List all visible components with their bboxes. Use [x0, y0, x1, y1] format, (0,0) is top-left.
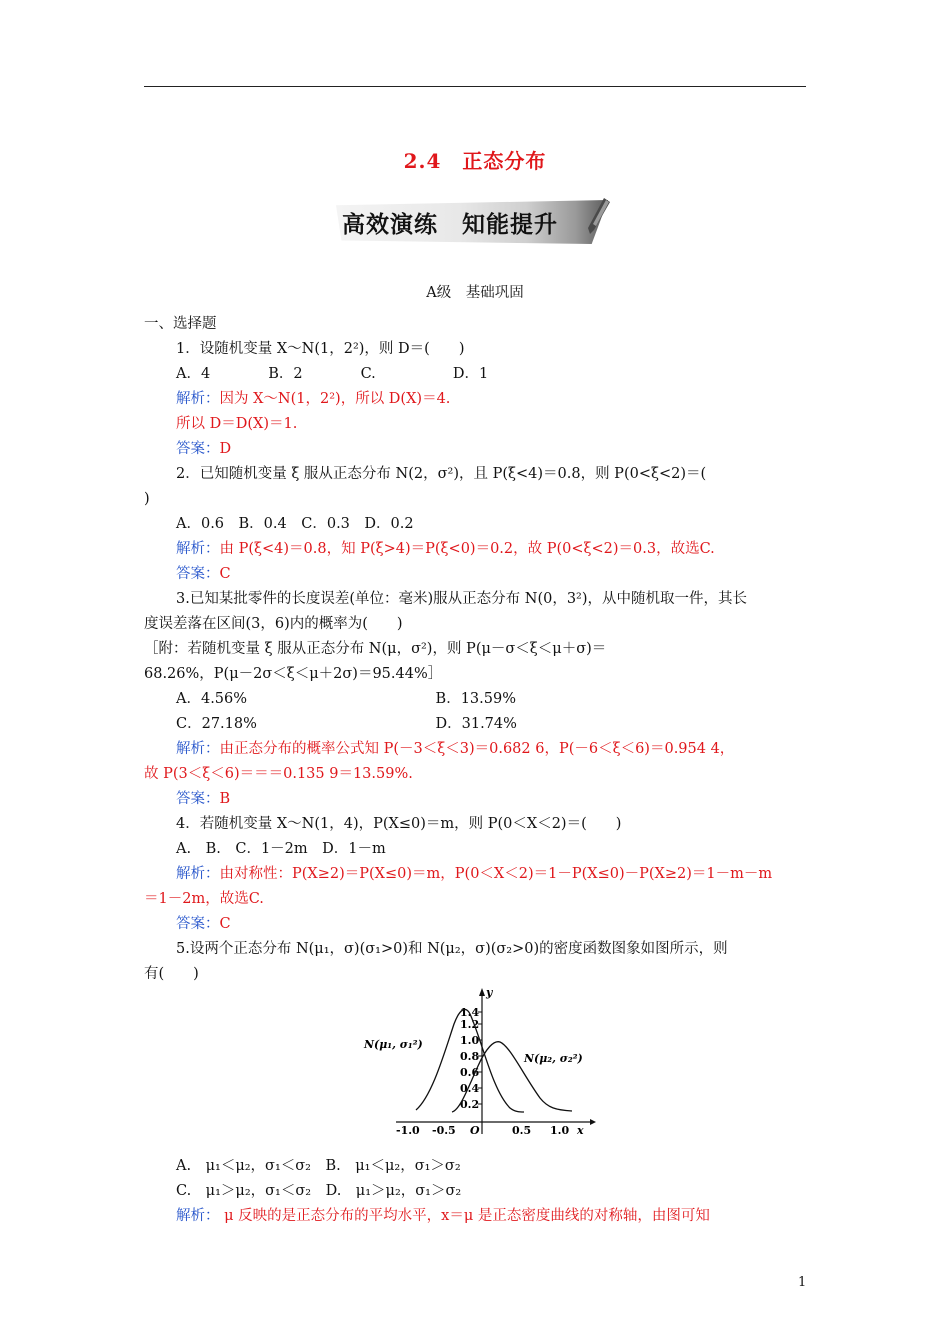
answer-text: B [219, 791, 231, 807]
y-axis-label: y [486, 986, 493, 999]
y-tick-label: 0.6 [460, 1066, 480, 1079]
text-line: A．4 B．2 C. D．1 [176, 366, 489, 382]
analysis-text: 由对称性：P(X≥2)＝P(X≤0)＝m，P(0＜X＜2)＝1－P(X≤0)－P(X≥2)＝1－m－m [219, 866, 773, 882]
y-tick-label: 1.4 [460, 1006, 480, 1019]
y-tick-label: 1.0 [460, 1034, 480, 1047]
analysis-text: 由 P(ξ<4)＝0.8，知 P(ξ>4)＝P(ξ<0)＝0.2，故 P(0<ξ<2)＝0.3，故选C. [219, 541, 715, 557]
text-line: A. μ₁＜μ₂，σ₁＜σ₂ B. μ₁＜μ₂，σ₁＞σ₂ [176, 1158, 461, 1174]
answer-label: 答案： [176, 566, 220, 582]
x-tick-labels [396, 1124, 569, 1137]
x-axis-label: x [577, 1124, 584, 1137]
text-line: 2．已知随机变量 ξ 服从正态分布 N(2，σ²)，且 P(ξ<4)＝0.8，则 P(0<ξ<2)＝( [176, 466, 707, 482]
text-line: C．27.18% D．31.74% [176, 716, 517, 732]
x-axis-arrow [590, 1119, 596, 1125]
text-line: A．0.6 B．0.4 C．0.3 D．0.2 [176, 516, 414, 532]
y-tick-label: 0.8 [460, 1050, 480, 1063]
text-line [176, 539, 715, 559]
x-tick-label: 1.0 [550, 1124, 570, 1137]
analysis-text: μ 反映的是正态分布的平均水平，x＝μ 是正态密度曲线的对称轴，由图可知 [219, 1208, 710, 1224]
text-line [176, 739, 734, 759]
answer-text: C [219, 566, 231, 582]
text-line: 有( ) [144, 966, 199, 982]
normal-density-figure [360, 984, 600, 1140]
page-number: 1 [798, 1275, 807, 1290]
text-line [176, 564, 231, 584]
answer-text: C [219, 916, 231, 932]
text-line: 度误差落在区间(3，6)内的概率为( ) [144, 616, 403, 632]
text-line: ) [144, 491, 150, 507]
text-line: 一、选择题 [144, 316, 217, 332]
text-line: ［附：若随机变量 ξ 服从正态分布 N(μ，σ²)，则 P(μ－σ＜ξ＜μ＋σ)＝ [144, 641, 607, 657]
level-heading: A级 基础巩固 [426, 285, 524, 301]
text-line [176, 789, 230, 809]
text-line: 3.已知某批零件的长度误差(单位：毫米)服从正态分布 N(0，3²)，从中随机取一件，其长 [176, 591, 748, 607]
analysis-label: 解析： [176, 866, 220, 882]
text-line: 所以 D＝D(X)＝1. [176, 416, 298, 432]
answer-text: D [219, 441, 232, 457]
origin-label: O [470, 1124, 480, 1137]
answer-label: 答案： [176, 441, 220, 457]
text-line: C. μ₁＞μ₂，σ₁＜σ₂ D. μ₁＞μ₂，σ₁＞σ₂ [176, 1183, 462, 1199]
answer-label: 答案： [176, 791, 220, 807]
text-line [176, 389, 450, 409]
section-title: 2.4 正态分布 [403, 149, 547, 173]
banner-text: 高效演练 知能提升 [342, 212, 558, 238]
text-line: A．4.56% B．13.59% [176, 691, 516, 707]
analysis-label: 解析： [176, 1208, 220, 1224]
x-tick-label: 0.5 [512, 1124, 532, 1137]
banner [336, 196, 616, 248]
y-tick-label: 0.4 [460, 1082, 480, 1095]
x-tick-label: -1.0 [396, 1124, 420, 1137]
text-line [176, 439, 231, 459]
y-tick-labels [460, 1006, 479, 1111]
analysis-label: 解析： [176, 541, 220, 557]
header-rule [144, 86, 806, 87]
text-line: 故 P(3＜ξ＜6)＝＝＝0.135 9＝13.59%. [144, 766, 413, 782]
text-line: 4．若随机变量 X～N(1，4)，P(X≤0)＝m，则 P(0＜X＜2)＝( ) [176, 816, 622, 832]
analysis-label: 解析： [176, 741, 220, 757]
text-line: ＝1－2m，故选C. [144, 891, 264, 907]
analysis-text: 因为 X～N(1，2²)，所以 D(X)＝4. [219, 391, 451, 407]
text-line [176, 914, 231, 934]
y-tick-label: 0.2 [460, 1098, 480, 1111]
analysis-label: 解析： [176, 391, 220, 407]
text-line: 1．设随机变量 X～N(1，2²)，则 D＝( ) [176, 341, 465, 357]
text-line: 68.26%，P(μ－2σ＜ξ＜μ＋2σ)＝95.44%］ [144, 666, 443, 682]
y-axis-arrow [479, 988, 485, 996]
pen-icon [582, 196, 614, 236]
text-line [176, 1206, 710, 1226]
analysis-text: 由正态分布的概率公式知 P(－3＜ξ＜3)＝0.682 6，P(－6＜ξ＜6)＝0.954 4， [219, 741, 735, 757]
y-tick-label: 1.2 [460, 1018, 480, 1031]
answer-label: 答案： [176, 916, 220, 932]
curve-1-label: N(μ₁, σ₁²) [364, 1038, 423, 1051]
x-tick-label: -0.5 [432, 1124, 456, 1137]
text-line: 5.设两个正态分布 N(μ₁，σ)(σ₁>0)和 N(μ₂，σ)(σ₂>0)的密度函数图象如图所示，则 [176, 941, 728, 957]
text-line [176, 864, 772, 884]
text-line: A. B. C．1－2m D．1－m [176, 841, 386, 857]
curve-2-label: N(μ₂, σ₂²) [524, 1052, 583, 1065]
